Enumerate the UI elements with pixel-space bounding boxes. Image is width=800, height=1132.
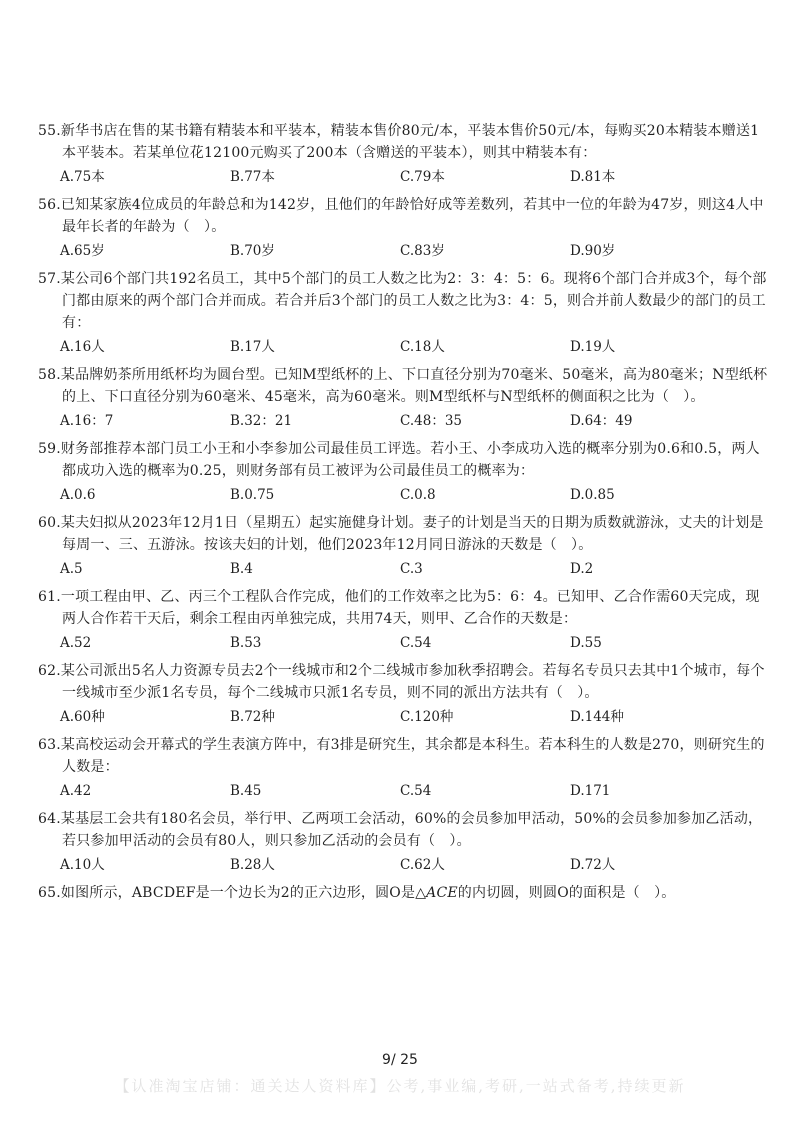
answer-option: B.70岁 (230, 243, 275, 259)
question-number: 60. (38, 515, 61, 531)
answer-option: C.54 (400, 635, 432, 651)
answer-options (38, 855, 768, 875)
question-text: 财务部推荐本部门员工小王和小李参加公司最佳员工评选。若小王、小李成功入选的概率分别为0.6和0.5，两人都成功入选的概率为0.25，则财务部有员工被评为公司最佳员工的概率为： (60, 441, 760, 479)
question-item (38, 120, 768, 187)
question-stem (38, 268, 768, 334)
question-text: 某夫妇拟从2023年12月1日（星期五）起实施健身计划。妻子的计划是当天的日期为质数就游泳，丈夫的计划是每周一、三、五游泳。按该夫妇的计划，他们2023年12月同日游泳的天数是（ ）。 (60, 515, 764, 553)
answer-option: A.16人 (60, 339, 105, 355)
question-item (38, 512, 768, 579)
answer-options (38, 559, 768, 579)
question-stem (38, 512, 768, 556)
question-number: 58. (38, 367, 61, 383)
answer-option: A.5 (60, 561, 83, 577)
answer-option: A.75本 (60, 169, 105, 185)
answer-option: B.0.75 (230, 487, 275, 503)
answer-options (38, 707, 768, 727)
question-list (38, 120, 768, 911)
answer-option: B.4 (230, 561, 253, 577)
question-item (38, 438, 768, 505)
question-item (38, 194, 768, 261)
answer-option: B.72种 (230, 709, 275, 725)
page-number: 9/ 25 (382, 1052, 418, 1068)
answer-option: D.19人 (570, 339, 616, 355)
question-text: 某基层工会共有180名会员，举行甲、乙两项工会活动，60%的会员参加甲活动，50%的会员参加参加乙活动，若只参加甲活动的会员有80人，则只参加乙活动的会员有（ ）。 (60, 811, 763, 849)
question-item (38, 808, 768, 875)
answer-options (38, 337, 768, 357)
answer-option: A.0.6 (60, 487, 96, 503)
answer-options (38, 167, 768, 187)
answer-option: C.48：35 (400, 413, 462, 429)
question-number: 62. (38, 663, 61, 679)
answer-option: C.79本 (400, 169, 445, 185)
question-number: 65. (38, 885, 61, 901)
question-text: 如图所示，ABCDEF是一个边长为2的正六边形，圆O是 (60, 885, 416, 901)
answer-options (38, 781, 768, 801)
question-text: 某高校运动会开幕式的学生表演方阵中，有3排是研究生，其余都是本科生。若本科生的人数是270，则研究生的人数是： (60, 737, 765, 775)
question-item (38, 660, 768, 727)
question-number: 61. (38, 589, 61, 605)
answer-option: B.77本 (230, 169, 275, 185)
answer-option: C.62人 (400, 857, 445, 873)
answer-option: C.120种 (400, 709, 454, 725)
question-number: 59. (38, 441, 61, 457)
question-text: 某公司6个部门共192名员工，其中5个部门的员工人数之比为2：3：4：5：6。现将6个部门合并成3个，每个部门都由原来的两个部门合并而成。若合并后3个部门的员工人数之比为3：4：5，则合并前人数最少的部门的员工有： (60, 271, 767, 331)
answer-option: D.72人 (570, 857, 616, 873)
question-text: 新华书店在售的某书籍有精装本和平装本，精装本售价80元/本，平装本售价50元/本，每购买20本精装本赠送1本平装本。若某单位花12100元购买了200本（含赠送的平装本），则其中精装本有： (60, 123, 760, 161)
answer-option: C.3 (400, 561, 423, 577)
question-stem (38, 586, 768, 630)
answer-option: D.55 (570, 635, 602, 651)
question-stem (38, 808, 768, 852)
question-number: 63. (38, 737, 61, 753)
answer-options (38, 411, 768, 431)
answer-option: C.0.8 (400, 487, 436, 503)
watermark-text: 【认准淘宝店铺：通关达人资料库】公考,事业编,考研,一站式备考,持续更新 (114, 1077, 686, 1095)
question-number: 56. (38, 197, 61, 213)
question-stem (38, 194, 768, 238)
question-text: 已知某家族4位成员的年龄总和为142岁，且他们的年龄恰好成等差数列，若其中一位的年龄为47岁，则这4人中最年长者的年龄为（ ）。 (60, 197, 764, 235)
question-stem (38, 660, 768, 704)
question-stem (38, 438, 768, 482)
question-number: 64. (38, 811, 61, 827)
question-stem (38, 882, 768, 904)
answer-option: A.10人 (60, 857, 105, 873)
answer-option: B.28人 (230, 857, 275, 873)
answer-option: C.18人 (400, 339, 445, 355)
answer-option: C.83岁 (400, 243, 445, 259)
answer-option: B.17人 (230, 339, 275, 355)
answer-option: A.42 (60, 783, 92, 799)
answer-option: D.144种 (570, 709, 624, 725)
answer-option: B.32：21 (230, 413, 293, 429)
question-number: 57. (38, 271, 61, 287)
answer-option: D.2 (570, 561, 594, 577)
answer-option: A.52 (60, 635, 92, 651)
question-number: 55. (38, 123, 61, 139)
answer-option: A.16：7 (60, 413, 114, 429)
answer-options (38, 485, 768, 505)
question-text: 的内切圆，则圆O的面积是（ ）。 (457, 885, 676, 901)
question-text: 某品牌奶茶所用纸杯均为圆台型。已知M型纸杯的上、下口直径分别为70毫米、50毫米，高为80毫米；N型纸杯的上、下口直径分别为60毫米、45毫米，高为60毫米。则M型纸杯与N型纸杯的侧面积之比为（ ）。 (60, 367, 768, 405)
question-item (38, 882, 768, 904)
question-stem (38, 734, 768, 778)
answer-option: D.90岁 (570, 243, 616, 259)
math-expression: △ACE (415, 885, 458, 901)
question-item (38, 268, 768, 357)
answer-option: D.171 (570, 783, 611, 799)
question-item (38, 364, 768, 431)
question-stem (38, 120, 768, 164)
answer-option: D.0.85 (570, 487, 615, 503)
question-text: 一项工程由甲、乙、丙三个工程队合作完成，他们的工作效率之比为5：6：4。已知甲、乙合作需60天完成，现两人合作若干天后，剩余工程由丙单独完成，共用74天，则甲、乙合作的天数是： (60, 589, 760, 627)
answer-option: D.64：49 (570, 413, 633, 429)
answer-option: A.60种 (60, 709, 105, 725)
answer-options (38, 241, 768, 261)
answer-option: B.45 (230, 783, 262, 799)
question-stem (38, 364, 768, 408)
answer-option: C.54 (400, 783, 432, 799)
question-item (38, 734, 768, 801)
question-item (38, 586, 768, 653)
answer-options (38, 633, 768, 653)
question-text: 某公司派出5名人力资源专员去2个一线城市和2个二线城市参加秋季招聘会。若每名专员只去其中1个城市，每个一线城市至少派1名专员，每个二线城市只派1名专员，则不同的派出方法共有（ ）。 (60, 663, 765, 701)
answer-option: A.65岁 (60, 243, 105, 259)
answer-option: D.81本 (570, 169, 616, 185)
answer-option: B.53 (230, 635, 262, 651)
